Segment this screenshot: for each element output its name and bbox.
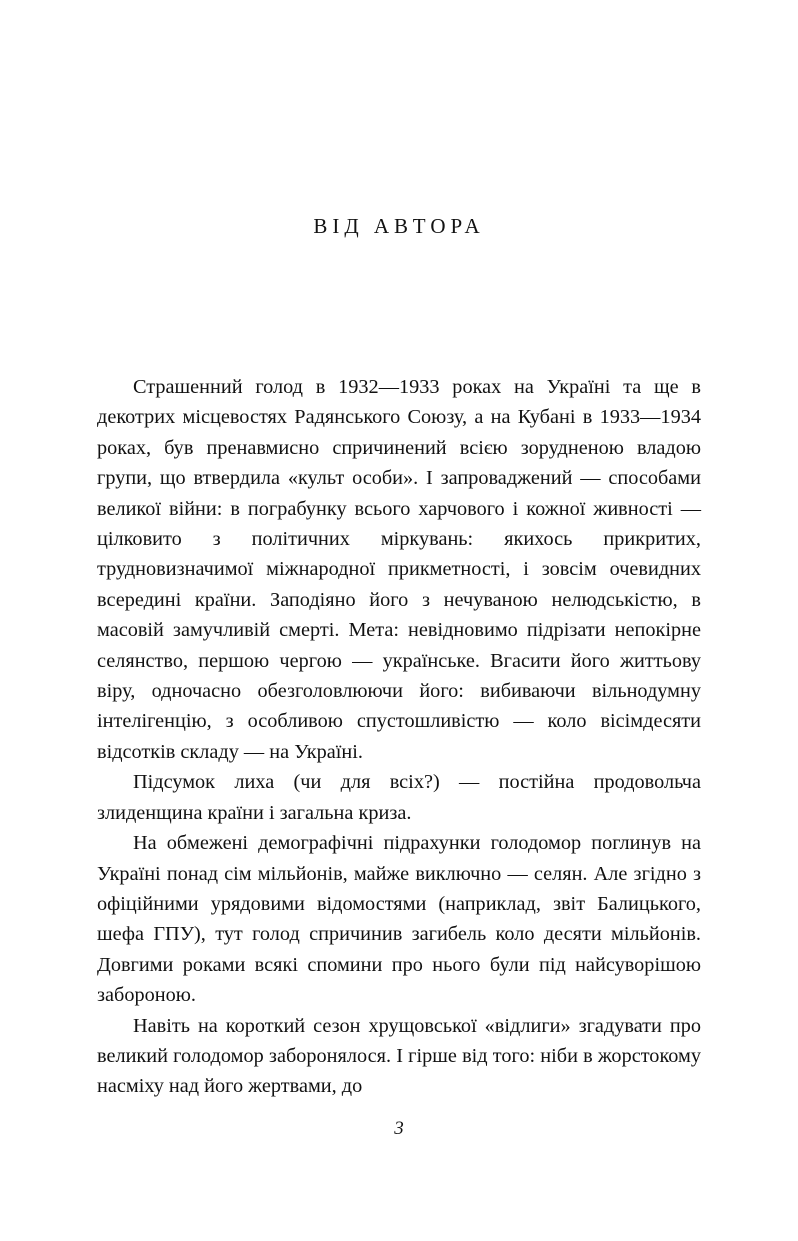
paragraph: Підсумок лиха (чи для всіх?) — постійна продовольча злиденщина країни і загальна криза. xyxy=(97,771,701,824)
page-title: ВІД АВТОРА xyxy=(313,214,485,238)
body-text xyxy=(97,372,701,1102)
paragraph: Навіть на короткий сезон хрущовської «відлиги» згадувати про великий голодомор заборонялося. І гірше від того: ніби в жорстокому насміху над його жертвами, до xyxy=(97,1014,701,1098)
paragraph: Страшенний голод в 1932—1933 роках на Україні та ще в декотрих місцевостях Радянського Союзу, а на Кубані в 1933—1934 роках, був пренавмисно спричинений всією зорудненою владою групи, що втвердила «культ особи». І запроваджений — способами великої війни: в пограбунку всього харчового і кожної живності — цілковито з політичних міркувань: якихось прикритих, трудновизначимої міжнародної прикметності, і зовсім очевидних всередині країни. Заподіяно його з нечуваною нелюдськістю, в масовій замучливій смерті. Мета: невідновимо підрізати непокірне селянство, першою чергою — українське. Вгасити його життьову віру, одночасно обезголовлюючи його: вибиваючи вільнодумну інтелігенцію, з особливою спустошливістю — коло вісімдесяти відсотків складу — на Україні. xyxy=(97,376,701,763)
page-number: 3 xyxy=(394,1118,404,1139)
paragraph: На обмежені демографічні підрахунки голодомор поглинув на Україні понад сім мільйонів, майже виключно — селян. Але згідно з офіційними урядовими відомостями (наприклад, звіт Балицького, шефа ГПУ), тут голод спричинив загибель коло десяти мільйонів. Довгими роками всякі спомини про нього були під найсуворішою забороною. xyxy=(97,832,701,1007)
